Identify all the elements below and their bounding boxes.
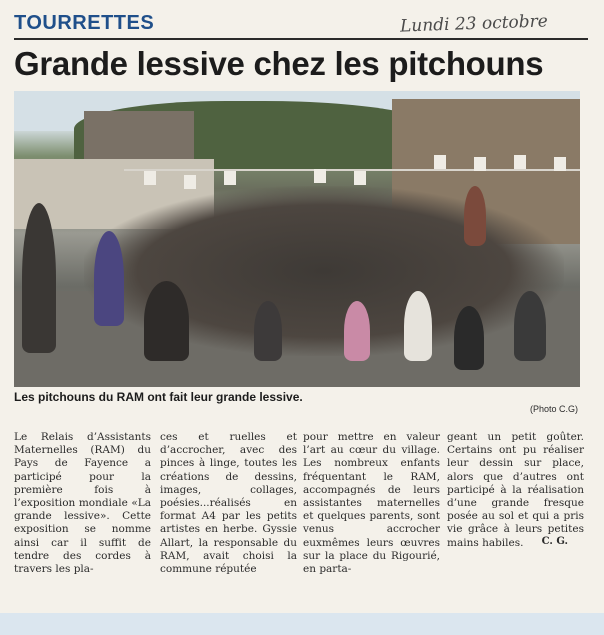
child <box>254 301 282 361</box>
section-header <box>14 10 588 40</box>
section-rule <box>14 38 588 40</box>
column-text: ces et ruelles et d’accrocher, avec des pinces à linge, toutes les créations de dessins, images, collages, poésies...réalisés en format A4 par les petits artistes en herbe. Gyssie Allart, la responsable du RAM, avait choisi la commune réputée <box>160 431 297 576</box>
child <box>454 306 484 370</box>
article-column-1 <box>14 431 151 576</box>
photo-caption: Les pitchouns du RAM ont fait leur grande lessive. <box>14 390 303 404</box>
hung-drawing <box>474 157 486 171</box>
person <box>464 186 486 246</box>
column-text: geant un petit goûter. Certains ont pu réaliser leur dessin sur place, alors que d’autres ont participé à la réalisation d’une grande fresque posée au sol et qui a pris vie grâce à leurs petites mains habiles. <box>447 431 584 549</box>
child <box>514 291 546 361</box>
page-edge <box>0 613 604 635</box>
section-label: TOURRETTES <box>14 12 155 34</box>
article-column-3 <box>303 431 440 576</box>
column-text: pour mettre en valeur l’art au cœur du village. Les nombreux enfants fréquentant le RAM, accompagnés de leurs assistantes maternelles et quelques parents, sont venus accrocher euxmêmes leurs œuvres sur la place du Rigourié, en parta- <box>303 431 440 576</box>
hung-drawing <box>514 155 526 169</box>
article-column-4 <box>447 431 584 550</box>
hung-drawing <box>224 171 236 185</box>
child <box>404 291 432 361</box>
hung-drawing <box>314 169 326 183</box>
hung-drawing <box>354 171 366 185</box>
photo-clothesline <box>124 169 580 171</box>
author-signature: C. G. <box>541 536 568 547</box>
hung-drawing <box>554 157 566 171</box>
person-standing <box>22 203 56 353</box>
child <box>344 301 370 361</box>
hung-drawing <box>144 171 156 185</box>
person <box>94 231 124 326</box>
article-photo <box>14 91 580 387</box>
photo-credit: (Photo C.G) <box>529 404 578 414</box>
article-headline: Grande lessive chez les pitchouns <box>14 45 544 82</box>
person <box>144 281 189 361</box>
photo-castle <box>84 111 194 161</box>
hung-drawing <box>434 155 446 169</box>
handwritten-date: Lundi 23 octobre <box>399 11 549 37</box>
column-text: Le Relais d’Assistants Maternelles (RAM) du Pays de Fayence a participé pour la première fois à l’exposition mondiale «La grande lessive». Cette exposition se nomme ainsi car il suffit de tendre des cordes à travers les pla- <box>14 431 151 576</box>
article-column-2 <box>160 431 297 576</box>
